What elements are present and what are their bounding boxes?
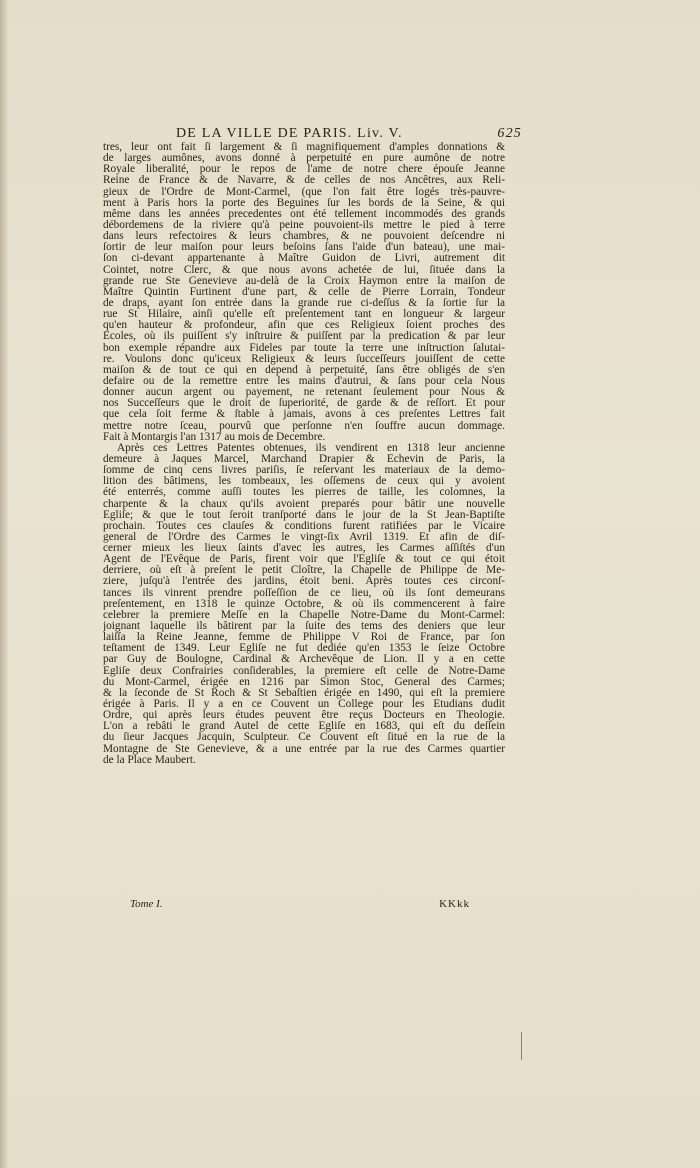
text-line: charpente & la chaux qu'ils avoient preparés pour bâtir une nouvelle xyxy=(103,498,505,510)
text-line: celebrer la premiere Meſſe en la Chapelle Notre-Dame du Mont-Carmel: xyxy=(103,609,505,621)
text-line: derriere, où eſt à preſent le petit Cloître, la Chapelle de Philippe de Me- xyxy=(103,565,505,577)
text-line: joignant laquelle ils bâtirent par la ſuite des tems des deniers que leur xyxy=(103,621,505,633)
text-line: Egliſe deux Confrairies conſiderables, la premiere eſt celle de Notre-Dame xyxy=(103,665,505,677)
text-line: de larges aumônes, avons donné à perpetuité en pure aumône de notre xyxy=(103,153,505,165)
text-line: Ordre, qui après leurs études peuvent être reçus Docteurs en Theologie. xyxy=(103,710,505,722)
text-line: Egliſe; & que le tout ſeroit tranſporté dans le jour de la St Jean-Baptiſte xyxy=(103,509,505,521)
text-line: rue St Hilaire, ainſi qu'elle eſt preſentement tant en longueur & largeur xyxy=(103,309,505,321)
running-title: DE LA VILLE DE PARIS. Liv. V. xyxy=(176,126,403,141)
text-line: re. Voulons donc qu'iceux Religieux & leurs ſucceſſeurs jouiſſent de cette xyxy=(103,353,505,365)
text-line: teſtament de 1349. Leur Egliſe ne fut dediée qu'en 1353 le ſeize Octobre xyxy=(103,643,505,655)
text-line: même dans les années precedentes ont été tellement incommodés des grands xyxy=(103,208,505,220)
text-line: qu'en hauteur & profondeur, afin que ces Religieux ſoient proches des xyxy=(103,320,505,332)
text-line: nos Succeſſeurs que le droit de ſuperiorité, de garde & de reſſort. Et pour xyxy=(103,398,505,410)
text-line: L'on a rebâti le grand Autel de cette Egliſe en 1683, qui eſt du deſſein xyxy=(103,721,505,733)
text-line: ſon ci-devant appartenante à Maître Guidon de Livri, autrement dit xyxy=(103,253,505,265)
text-line: ziere, juſqu'à l'entrée des jardins, étoit beni. Après toutes ces circonſ- xyxy=(103,576,505,588)
text-line: Ecoles, où ils puiſſent s'y inſtruire & puiſſent par la predication & par leur xyxy=(103,331,505,343)
text-line: tances ils vinrent prendre poſſeſſion de ce lieu, où ils ſont demeurans xyxy=(103,587,505,599)
text-line: prochain. Toutes ces clauſes & conditions furent ratifiées par le Vicaire xyxy=(103,520,505,532)
text-line: Montagne de Ste Genevieve, & a une entrée par la rue des Carmes quartier xyxy=(103,743,505,755)
text-line: ment à Paris hors la porte des Beguines ſur les bords de la Seine, & qui xyxy=(103,197,505,209)
signature-mark: KKkk xyxy=(439,898,470,910)
text-line: laiſſa la Reine Jeanne, femme de Philippe V Roi de France, par ſon xyxy=(103,632,505,644)
text-line: Maître Quintin Furtinent d'une part, & celle de Pierre Lorrain, Tondeur xyxy=(103,286,505,298)
text-line: gieux de l'Ordre de Mont-Carmel, (que l'on fait être logés très-pauvre- xyxy=(103,186,505,198)
text-line: débordemens de la riviere qu'à peine pouvoient-ils mettre le pied à terre xyxy=(103,219,505,231)
text-line: dans leurs refectoires & leurs chambres, & ne pouvoient deſcendre ni xyxy=(103,231,505,243)
text-line: Agent de l'Evêque de Paris, firent voir que l'Egliſe & tout ce qui étoit xyxy=(103,554,505,566)
pencil-mark xyxy=(521,1032,522,1060)
text-line: de la Place Maubert. xyxy=(103,754,196,766)
paragraph xyxy=(103,443,505,766)
text-line: été enterrés, comme auſſi toutes les pierres de taille, les colomnes, la xyxy=(103,487,505,499)
text-line: donner aucun argent ou payement, ne retenant ſeulement pour Nous & xyxy=(103,387,505,399)
text-line: de draps, ayant ſon entrée dans la grande rue ci-deſſus & ſa ſortie ſur la xyxy=(103,297,505,309)
text-line: Cointet, notre Clerc, & que nous avons achetée de lui, ſituée dans la xyxy=(103,264,505,276)
text-line: general de l'Ordre des Carmes le vingt-ſix Avril 1319. Et afin de diſ- xyxy=(103,531,505,543)
text-line: Fait à Montargis l'an 1317 au mois de Decembre. xyxy=(103,431,326,443)
page-footer xyxy=(130,898,470,914)
page-edge xyxy=(0,0,8,1168)
text-line: Royale liberalité, pour le repos de l'ame de notre chere épouſe Jeanne xyxy=(103,164,505,176)
text-line: Reine de France & de Navarre, & de celles de nos Ancêtres, aux Reli- xyxy=(103,175,505,187)
text-line: maiſon & de tout ce qui en depend à perpetuité, ſans être obligés de s'en xyxy=(103,364,505,376)
text-line: mettre notre ſceau, pourvû que perſonne n'en ſouffre aucun dommage. xyxy=(103,420,505,432)
text-line: tres, leur ont fait ſi largement & ſi magnifiquement d'amples donnations & xyxy=(103,142,505,153)
text-line: preſentement, en 1318 le quinze Octobre, & où ils commencerent à faire xyxy=(103,598,505,610)
text-line: grande rue Ste Genevieve au-delà de la Croix Haymon entre la maiſon de xyxy=(103,275,505,287)
text-line: demeure à Jaques Marcel, Marchand Drapier & Echevin de Paris, la xyxy=(103,453,505,465)
text-line: Après ces Lettres Patentes obtenues, ils vendirent en 1318 leur ancienne xyxy=(117,442,505,454)
text-line: du Mont-Carmel, érigée en 1216 par Simon Stoc, General des Carmes; xyxy=(103,676,505,688)
volume-label: Tome I. xyxy=(130,898,163,910)
body-text xyxy=(103,142,505,766)
text-line: ſortir de leur maiſon pour leurs beſoins ſans l'aide d'un bateau), une mai- xyxy=(103,242,505,254)
text-line: bon exemple répandre aux Fideles par toute la terre une inſtruction ſalutai- xyxy=(103,342,505,354)
text-line: par Guy de Boulogne, Cardinal & Archevêque de Lion. Il y a en cette xyxy=(103,654,505,666)
text-line: que cela ſoit ferme & ſtable à jamais, avons à ces preſentes Lettres fait xyxy=(103,409,505,421)
text-line: lition des bâtimens, les tombeaux, les oſſemens de ceux qui y avoient xyxy=(103,476,505,488)
paragraph xyxy=(103,142,505,443)
text-line: & la ſeconde de St Roch & St Sebaſtien érigée en 1490, qui eſt la premiere xyxy=(103,687,505,699)
text-line: ſomme de cinq cens livres pariſis, ſe reſervant les materiaux de la demo- xyxy=(103,465,505,477)
page-number: 625 xyxy=(497,126,522,141)
text-line: defaire ou de la remettre entre les mains d'autrui, & ſans pour cela Nous xyxy=(103,375,505,387)
text-line: du ſieur Jacques Jacquin, Sculpteur. Ce Couvent eſt ſitué en la rue de la xyxy=(103,732,505,744)
text-line: cerner mieux les lieux ſaints d'avec les autres, les Carmes aſſiſtés d'un xyxy=(103,543,505,555)
text-line: érigée à Paris. Il y a en ce Couvent un College pour les Etudians dudit xyxy=(103,699,505,711)
